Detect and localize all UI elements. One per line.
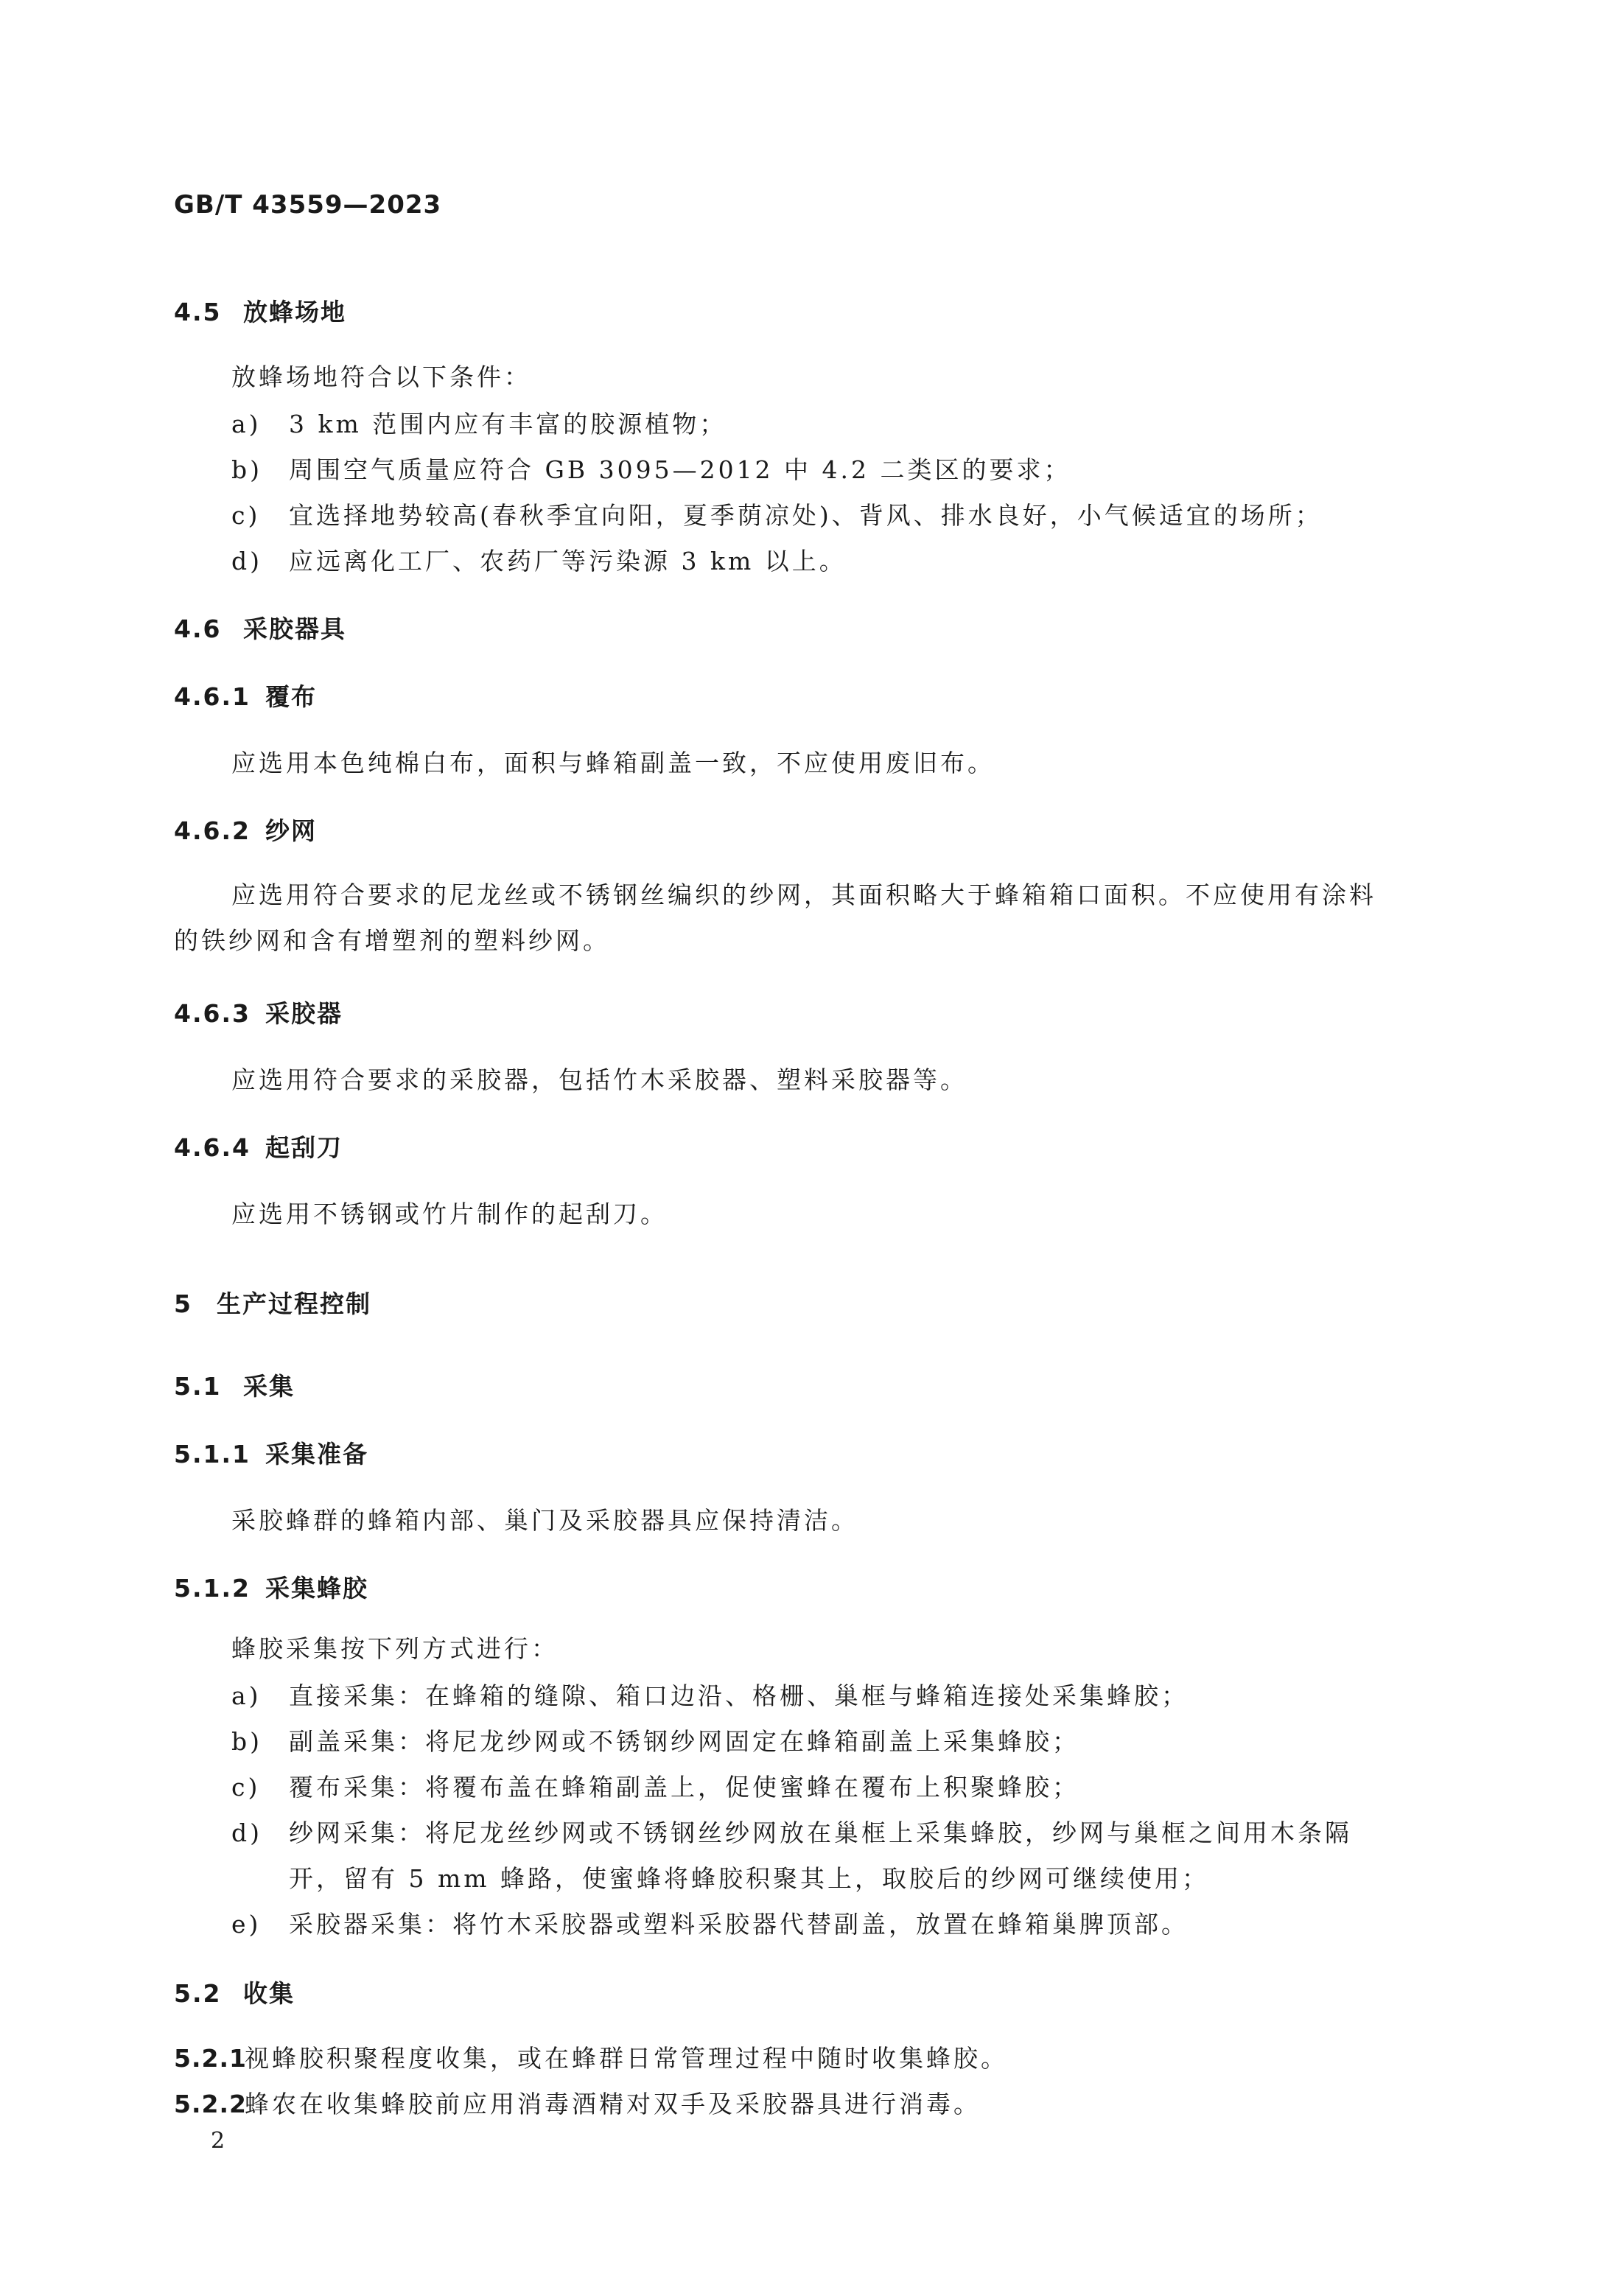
page-number: 2 xyxy=(211,2128,225,2154)
heading-number: 5.1 xyxy=(174,1372,222,1401)
clause-5-2-2 xyxy=(174,2085,981,2120)
list-item-continuation: 开，留有 5 mm 蜂路，使蜜蜂将蜂胶积聚其上，取胶后的纱网可继续使用； xyxy=(289,1864,1210,1893)
list-item xyxy=(231,542,847,577)
heading-title: 采集蜂胶 xyxy=(265,1574,368,1603)
list-text: 直接采集：在蜂箱的缝隙、箱口边沿、格栅、巢框与蜂箱连接处采集蜂胶； xyxy=(289,1681,1189,1710)
heading-title: 采胶器 xyxy=(265,999,343,1028)
list-text: 纱网采集：将尼龙丝纱网或不锈钢丝纱网放在巢框上采集蜂胶，纱网与巢框之间用木条隔 xyxy=(289,1818,1352,1847)
list-marker: c) xyxy=(231,501,261,530)
heading-number: 5.1.1 xyxy=(174,1440,251,1468)
heading-title: 放蜂场地 xyxy=(243,298,346,326)
heading-number: 4.6.1 xyxy=(174,682,251,711)
heading-title: 采集 xyxy=(243,1372,295,1401)
heading-4-6-1 xyxy=(174,678,317,713)
heading-5-1-1 xyxy=(174,1435,368,1470)
paragraph-line: 应选用符合要求的尼龙丝或不锈钢丝编织的纱网，其面积略大于蜂箱箱口面积。不应使用有涂料 xyxy=(231,881,1376,909)
list-marker: a) xyxy=(231,1681,262,1710)
clause-5-2-1 xyxy=(174,2040,1008,2074)
list-item xyxy=(231,405,727,440)
list-marker: b) xyxy=(231,1727,262,1756)
heading-4-6-3 xyxy=(174,995,343,1029)
list-marker: b) xyxy=(231,455,262,484)
heading-title: 采集准备 xyxy=(265,1440,368,1468)
heading-5-1 xyxy=(174,1368,295,1402)
list-item xyxy=(231,1905,1189,1940)
heading-number: 5 xyxy=(174,1289,192,1318)
paragraph: 蜂胶采集按下列方式进行： xyxy=(231,1634,559,1663)
heading-title: 采胶器具 xyxy=(243,615,346,643)
list-text: 采胶器采集：将竹木采胶器或塑料采胶器代替副盖，放置在蜂箱巢脾顶部。 xyxy=(289,1910,1189,1939)
heading-number: 5.1.2 xyxy=(174,1574,251,1603)
list-text: 副盖采集：将尼龙纱网或不锈钢纱网固定在蜂箱副盖上采集蜂胶； xyxy=(289,1727,1079,1756)
list-marker: c) xyxy=(231,1773,261,1802)
list-marker: d) xyxy=(231,1818,262,1847)
clause-text: 视蜂胶积聚程度收集，或在蜂群日常管理过程中随时收集蜂胶。 xyxy=(245,2044,1008,2073)
paragraph: 放蜂场地符合以下条件： xyxy=(231,363,531,391)
heading-5-1-2 xyxy=(174,1569,368,1604)
heading-number: 4.6.4 xyxy=(174,1133,251,1162)
list-text: 周围空气质量应符合 GB 3095—2012 中 4.2 二类区的要求； xyxy=(289,455,1071,484)
heading-number: 4.6.2 xyxy=(174,816,251,845)
clause-number: 5.2.2 xyxy=(174,2090,247,2118)
heading-number: 5.2 xyxy=(174,1979,222,2008)
heading-title: 生产过程控制 xyxy=(217,1289,371,1318)
heading-5 xyxy=(174,1285,371,1320)
list-item xyxy=(231,497,1323,531)
standard-code: GB/T 43559—2023 xyxy=(174,190,442,220)
heading-number: 4.5 xyxy=(174,298,222,326)
paragraph: 应选用本色纯棉白布，面积与蜂箱副盖一致，不应使用废旧布。 xyxy=(231,749,995,777)
paragraph xyxy=(174,872,1471,964)
list-text: 应远离化工厂、农药厂等污染源 3 km 以上。 xyxy=(289,547,847,575)
list-item xyxy=(231,1723,1079,1757)
heading-title: 纱网 xyxy=(265,816,317,845)
list-text: 3 km 范围内应有丰富的胶源植物； xyxy=(289,410,727,438)
heading-4-5 xyxy=(174,293,346,328)
list-text: 覆布采集：将覆布盖在蜂箱副盖上，促使蜜蜂在覆布上积聚蜂胶； xyxy=(289,1773,1079,1802)
paragraph: 应选用不锈钢或竹片制作的起刮刀。 xyxy=(231,1200,668,1228)
list-item xyxy=(231,1814,1352,1849)
list-item xyxy=(231,451,1071,486)
heading-number: 4.6.3 xyxy=(174,999,251,1028)
heading-5-2 xyxy=(174,1975,295,2009)
paragraph: 应选用符合要求的采胶器，包括竹木采胶器、塑料采胶器等。 xyxy=(231,1065,967,1094)
heading-title: 覆布 xyxy=(265,682,317,711)
clause-number: 5.2.1 xyxy=(174,2044,247,2073)
heading-title: 起刮刀 xyxy=(265,1133,343,1162)
heading-4-6-2 xyxy=(174,812,317,847)
list-marker: e) xyxy=(231,1910,262,1939)
heading-4-6 xyxy=(174,610,346,645)
paragraph: 采胶蜂群的蜂箱内部、巢门及采胶器具应保持清洁。 xyxy=(231,1506,858,1535)
list-item xyxy=(231,1677,1189,1712)
clause-text: 蜂农在收集蜂胶前应用消毒酒精对双手及采胶器具进行消毒。 xyxy=(245,2090,981,2118)
heading-number: 4.6 xyxy=(174,615,222,643)
heading-title: 收集 xyxy=(243,1979,295,2008)
list-text: 宜选择地势较高(春秋季宜向阳，夏季荫凉处)、背风、排水良好，小气候适宜的场所； xyxy=(289,501,1323,530)
heading-4-6-4 xyxy=(174,1129,343,1163)
list-marker: a) xyxy=(231,410,262,438)
list-item xyxy=(231,1768,1079,1803)
paragraph-line: 的铁纱网和含有增塑剂的塑料纱网。 xyxy=(174,926,610,955)
list-marker: d) xyxy=(231,547,262,575)
